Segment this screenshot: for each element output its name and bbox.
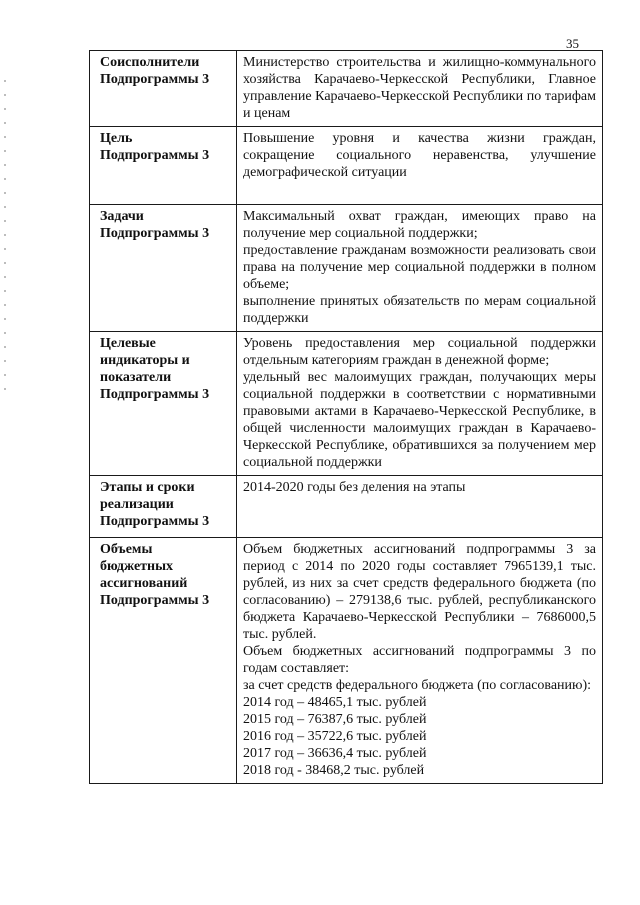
label-line: Подпрограммы 3 [100,148,210,163]
row-label [90,127,237,205]
label-line: Цель [100,131,133,146]
value-paragraph: Объем бюджетных ассигнований подпрограммы 3 по годам составляет: [243,644,596,676]
value-paragraph: 2017 год – 36636,4 тыс. рублей [243,746,427,761]
value-paragraph: Министерство строительства и жилищно-коммунального хозяйства Карачаево-Черкесской Республики, Главное управление Карачаево-Черкесской Республики по тарифам и ценам [243,55,596,121]
label-line: бюджетных [100,559,174,574]
row-label [90,332,237,476]
row-value [237,51,603,127]
label-line: Соисполнители [100,55,200,70]
row-value [237,476,603,538]
value-paragraph: Максимальный охват граждан, имеющих право на получение мер социальной поддержки; [243,209,596,241]
label-line: Задачи [100,209,144,224]
label-line: ассигнований [100,576,188,591]
table-row-goal [90,127,603,205]
value-paragraph: Объем бюджетных ассигнований подпрограммы 3 за период с 2014 по 2020 годы составляет 7965139,1 тыс. рублей, из них за счет средств федерального бюджета (по согласованию) – 279138,6 тыс. рублей, республиканского бюджета Карачаево-Черкесской Республики – 7686000,5 тыс. рублей. [243,542,596,642]
value-paragraph: за счет средств федерального бюджета (по согласованию): [243,678,592,693]
value-paragraph: 2016 год – 35722,6 тыс. рублей [243,729,427,744]
row-value [237,127,603,205]
label-line: Подпрограммы 3 [100,514,210,529]
value-paragraph: 2014 год – 48465,1 тыс. рублей [243,695,427,710]
value-paragraph: 2015 год – 76387,6 тыс. рублей [243,712,427,727]
row-label [90,538,237,784]
label-line: Подпрограммы 3 [100,593,210,608]
row-label [90,51,237,127]
row-value [237,538,603,784]
value-paragraph: удельный вес малоимущих граждан, получающих меры социальной поддержки в соответствии с нормативными правовыми актами в Карачаево-Черкесской Республике, в общей численности малоимущих граждан в Карачаево-Черкесской Республике, обратившихся за получением мер социальной поддержки [243,370,596,470]
value-paragraph: Уровень предоставления мер социальной поддержки отдельным категориям граждан в денежной форме; [243,336,596,368]
table-row-budget [90,538,603,784]
label-line: показатели [100,370,172,385]
scan-margin-marks [4,80,6,400]
row-value [237,205,603,332]
label-line: Подпрограммы 3 [100,226,210,241]
table-row-tasks [90,205,603,332]
table-row-stages [90,476,603,538]
label-line: реализации [100,497,174,512]
page-number: 35 [566,36,579,51]
label-line: Целевые [100,336,156,351]
value-paragraph: 2018 год - 38468,2 тыс. рублей [243,763,425,778]
row-value [237,332,603,476]
value-paragraph: Повышение уровня и качества жизни граждан, сокращение социального неравенства, улучшение демографической ситуации [243,131,596,180]
value-paragraph: предоставление гражданам возможности реализовать свои права на получение мер социальной поддержки в полном объеме; [243,243,596,292]
table-row-co-executors [90,51,603,127]
table-row-indicators [90,332,603,476]
row-label [90,205,237,332]
label-line: индикаторы и [100,353,190,368]
label-line: Подпрограммы 3 [100,387,210,402]
label-line: Этапы и сроки [100,480,195,495]
label-line: Подпрограммы 3 [100,72,210,87]
value-paragraph: выполнение принятых обязательств по мерам социальной поддержки [243,294,596,326]
subprogram-passport-table [89,50,603,784]
value-paragraph: 2014-2020 годы без деления на этапы [243,480,466,495]
label-line: Объемы [100,542,153,557]
row-label [90,476,237,538]
